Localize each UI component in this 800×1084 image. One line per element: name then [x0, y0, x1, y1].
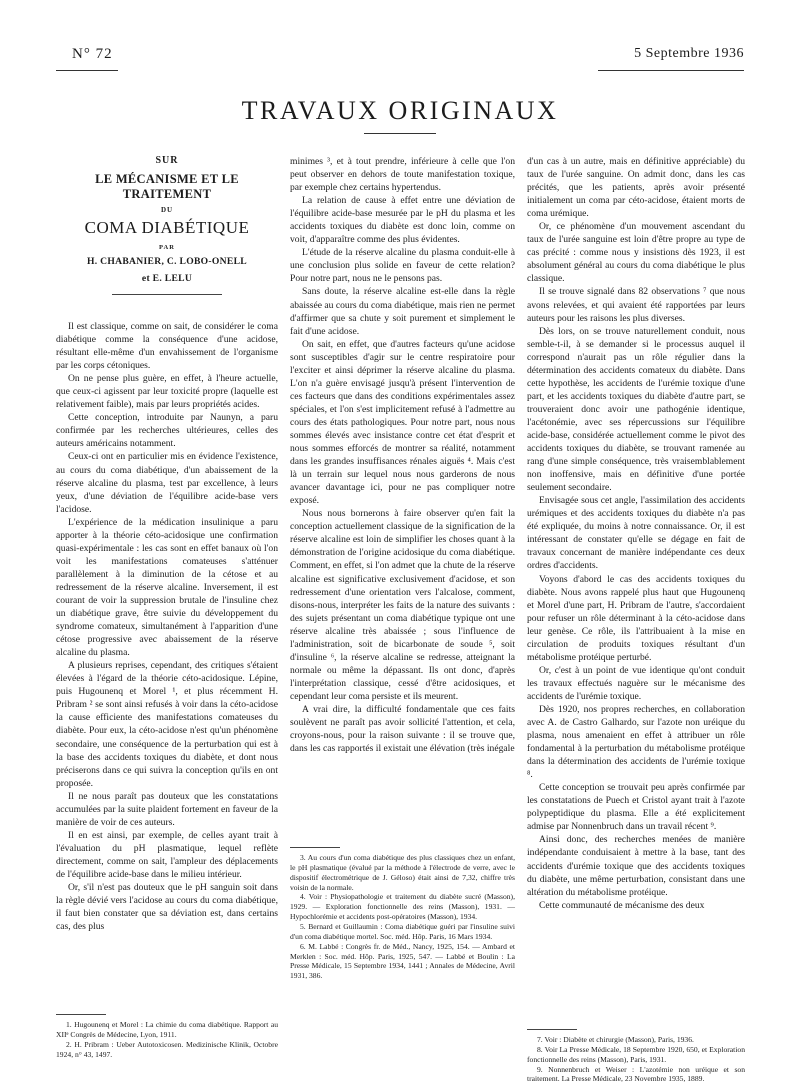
paragraph: Sans doute, la réserve alcaline est-elle dans la règle abaissée au cours du coma diabétique, mais rien ne permet d'affirmer que sa chute y soit purement et simplement le fait d'une acidose. — [290, 286, 515, 337]
footnote: 1. Hugounenq et Morel : La chimie du coma diabétique. Rapport au XIIᵉ Congrès de Médecine, Lyon, 1911. — [56, 1020, 278, 1039]
footnote-rule-col2 — [290, 847, 340, 848]
paragraph: La relation de cause à effet entre une déviation de l'équilibre acide-base mesurée par le pH du plasma et les accidents toxiques du diabète est donc loin, comme on voit, d'apparaître comme des plus évidentes. — [290, 195, 515, 246]
paragraph: Cette conception, introduite par Naunyn, a paru confirmée par les recherches ultérieures, celles des auteurs américains notamment. — [56, 412, 278, 450]
paragraph: L'étude de la réserve alcaline du plasma conduit-elle à une conclusion plus solide en faveur de cette relation? Pour notre part, nous ne le pensons pas. — [290, 247, 515, 285]
paragraph: Or, s'il n'est pas douteux que le pH sanguin soit dans la règle dévié vers l'acidose au cours du coma diabétique, il faut bien constater que sa déviation est, dans certains cas, des plus — [56, 882, 278, 933]
footnote: 6. M. Labbé : Congrès fr. de Méd., Nancy, 1925, 154. — Ambard et Merklen : Soc. méd. Hôp. Paris, 1925, 547. — Labbé et Boulin : La Presse Médicale, 15 Septembre 1934, 1441 ; Annales de Médecine, Avril 1931, 386. — [290, 941, 515, 981]
paragraph: Cette conception se trouvait peu après confirmée par les constatations de Puech et Cristol ayant trait à l'azote polypeptidique du plasma. Elle a été explicitement admise par Nonnenbruch dans un travail récent ⁹. — [527, 782, 745, 833]
heading-du: DU — [160, 206, 174, 214]
paragraph: Cette communauté de mécanisme des deux — [539, 899, 705, 911]
paragraph: Ceux-ci ont en particulier mis en évidence l'existence, au cours du coma diabétique, d'un abaissement de la réserve alcaline du plasma, test par excellence, à leurs yeux, d'une déviation de l'équilibre acide-base vers l'acidose. — [56, 451, 278, 515]
paragraph: d'un cas à un autre, mais en définitive appréciable) du taux de l'urée sanguine. On admit donc, dans les cas précités, que les patients, après avoir présenté initialement un coma par céto-acidose, étaient morts de coma urémique. — [527, 156, 745, 220]
paragraph: Nous nous bornerons à faire observer qu'en fait la conception actuellement classique de la signification de la réserve alcaline est loin de simplifier les choses quant à la démonstration de l'origine acidosique du coma diabétique. Comment, en effet, si l'on admet que la chute de la réserve alcaline est significative exclusivement d'acidose, et son redressement d'une orientation vers l'alcalose, comment, disons-nous, interpréter les faits de la nature des suivants : des sujets présentant un coma diabétique typique ont une réserve alcaline très abaissée ; sous l'influence de l'administration, soit de bicarbonate de soude ⁵, soit d'insuline ⁶, la réserve alcaline se redresse, atteignant la normale ou même la dépassant. Ils ont donc, d'après l'interprétation classique, cessé d'être acidosiques, et cependant leur coma persiste et ils meurent. — [290, 508, 515, 702]
paragraph: Il en est ainsi, par exemple, de celles ayant trait à l'évaluation du pH plasmatique, lequel reflète directement, comme on sait, l'ampleur des déplacements de l'équilibre acide-base dans le milieu intérieur. — [56, 829, 278, 880]
authors-line1: H. CHABANIER, C. LOBO-ONELL — [86, 256, 248, 267]
header-rule-left — [56, 70, 118, 71]
footnote: 2. H. Pribram : Ueber Autotoxicosen. Medizinische Klinik, Octobre 1924, n° 43, 1497. — [56, 1039, 278, 1059]
footnote-rule-col3 — [527, 1029, 577, 1030]
article-heading — [56, 155, 278, 295]
paragraph: Or, ce phénomène d'un mouvement ascendant du taux de l'urée sanguine est loin d'être propre au type de cas précité : comme nous y insistions dès 1923, il est absolument général au cours du coma diabétique le plus classique. — [527, 221, 745, 285]
paragraph: A plusieurs reprises, cependant, des critiques s'étaient élevées à l'égard de la théorie céto-acidosique. Lépine, puis Hugounenq et Morel ¹, et plus récemment H. Pribram ² se sont ainsi refusés à voir dans la céto-acidose la cause efficiente des manifestations comateuses du diabète. Pour eux, la céto-acidose n'est qu'un phénomène secondaire, une conséquence de la perturbation qui est à la base des accidents toxiques du diabète, et dont nous préciserons dans ce qui suivra la conception qu'ils en ont proposée. — [56, 660, 278, 789]
column-1 — [56, 320, 278, 933]
paragraph: A vrai dire, la difficulté fondamentale que ces faits soulèvent ne paraît pas avoir sollicité l'attention, et cela, croyons-nous, pour la raison suivante : il se trouve que, dans les cas rapportés il existait une élévation (très inégale — [290, 703, 515, 755]
paragraph: minimes ³, et à tout prendre, inférieure à celle que l'on peut observer en dehors de toute manifestation toxique, par exemple chez certains hypertendus. — [290, 156, 515, 194]
column-2 — [290, 155, 515, 755]
footnote: 9. Nonnenbruch et Weiser : L'azotémie non uréique et son traitement. La Presse Médicale, 23 Novembre 1935, 1889. — [527, 1064, 745, 1084]
footnote: 3. Au cours d'un coma diabétique des plus classiques chez un enfant, le pH plasmatique (évalué par la méthode à l'électrode de verre, avec le dispositif électrométrique de J. Géloso) était ainsi de 7,32, chiffre très voisin de la normale. — [290, 853, 515, 892]
footnote: 4. Voir : Physiopathologie et traitement du diabète sucré (Masson), 1929. — Exploration fonctionnelle des reins (Masson), 1931. — Hypochlorémie et accidents post-opératoires (Masson), 1934. — [290, 892, 515, 922]
article-title-line1: LE MÉCANISME ET LE TRAITEMENT — [95, 172, 239, 201]
section-title: TRAVAUX ORIGINAUX — [241, 96, 559, 125]
footnotes-col3 — [527, 1035, 745, 1084]
paragraph: Or, c'est à un point de vue identique qu'ont conduit les travaux effectués naguère sur le mécanisme des accidents de l'urémie toxique. — [527, 664, 745, 702]
footnote: 7. Voir : Diabète et chirurgie (Masson), Paris, 1936. — [537, 1035, 694, 1044]
paragraph: Ainsi donc, des recherches menées de manière indépendante conduisaient à mettre à la base, tant des accidents d'urémie toxique que des accidents toxiques du diabète, une même perturbation, consistant dans une altération du métabolisme protéique. — [527, 834, 745, 898]
paragraph: Dès lors, on se trouve naturellement conduit, nous semble-t-il, à se demander si le processus auquel il correspond n'aurait pas un rôle régulier dans la détermination des accidents comateux du diabète. Dans cette hypothèse, les accidents de l'urémie toxique d'une part, et les accidents toxiques du diabète d'autre part, se trouveraient donc avoir une pathogénie identique, l'acétonémie, avec ses répercussions sur l'équilibre acide-base, considérée actuellement comme le pivot des accidents toxiques du diabète, se trouvant ramenée au rang d'une simple conséquence, très vraisemblablement non inoffensive, mais en définitive d'une portée seulement secondaire. — [527, 325, 745, 494]
paragraph: L'expérience de la médication insulinique a paru apporter à la théorie céto-acidosique une confirmation quasi-expérimentale : les cas sont en effet banaux où l'on voit les manifestations comateuses s'atténuer parallèlement à la diminution de la cétose et au redressement de la réserve alcaline. Inversement, il est courant de voir la suppression brutale de l'insuline chez un diabétique grave, être suivie du développement du syndrome comateux, simultanément à l'apparition d'une cétose progressive avec abaissement de la réserve alcaline du plasma. — [56, 516, 278, 659]
paragraph: Envisagée sous cet angle, l'assimilation des accidents urémiques et des accidents toxiques du diabète n'a pas été expliquée, du moins à notre connaissance. Or, il est intéressant de constater qu'elle se dégage en fait de travaux concernant de manière indépendante ces deux ordres d'accidents. — [527, 495, 745, 572]
paragraph: Il ne nous paraît pas douteux que les constatations accumulées par la suite plaident fortement en faveur de la manière de voir de ces auteurs. — [56, 790, 278, 828]
issue-date: 5 Septembre 1936 — [634, 46, 744, 61]
footnote: 8. Voir La Presse Médicale, 18 Septembre 1920, 650, et Exploration fonctionnelle des reins (Masson), Paris, 1931. — [527, 1044, 745, 1064]
heading-par: PAR — [159, 244, 175, 251]
footnote-rule-col1 — [56, 1014, 106, 1015]
article-title-line2: COMA DIABÉTIQUE — [84, 218, 250, 237]
footnotes-col1 — [56, 1020, 278, 1059]
footnote: 5. Bernard et Guillaumin : Coma diabétique guéri par l'insuline suivi d'un coma diabétique mortel. Soc. méd. Hôp. Paris, 16 Mars 1934. — [290, 922, 515, 941]
issue-number: N° 72 — [72, 46, 113, 62]
paragraph: Dès 1920, nos propres recherches, en collaboration avec A. de Castro Galhardo, sur l'azote non uréique du plasma, nous amenaient en effet à attribuer un rôle fondamental à la perturbation du métabolisme protéique dans la détermination des accidents de l'urémie toxique ⁸. — [527, 703, 745, 781]
heading-sur: SUR — [155, 155, 179, 166]
paragraph: Il se trouve signalé dans 82 observations ⁷ que nous avons relevées, et qui avaient été rapportées par leurs auteurs pour les raisons les plus diverses. — [527, 286, 745, 324]
authors-line2: et E. LELU — [141, 273, 193, 285]
heading-separator — [112, 294, 222, 295]
header-rule-right — [598, 70, 744, 71]
footnotes-col2 — [290, 853, 515, 981]
paragraph: On sait, en effet, que d'autres facteurs qu'une acidose sont susceptibles d'agir sur le centre respiratoire pour l'exciter et ainsi déprimer la réserve alcaline du plasma. L'on n'a guère envisagé jusqu'à présent l'intervention de ces facteurs que dans des conditions expérimentales assez spéciales, et l'on s'est implicitement refusé à l'admettre au cours des états pathologiques. Pour notre part, nous nous sommes élevés avec insistance contre cet état d'esprit et nous sommes efforcés de montrer sa réalité, notamment dans les grandes insuffisances rénales aiguës ⁴. Mais c'est là un terrain sur lequel nous nous garderons de nous avancer davantage ici, pour ne pas compliquer notre exposé. — [290, 338, 515, 507]
paragraph: On ne pense plus guère, en effet, à l'heure actuelle, que ceux-ci agissent par leur toxicité propre (laquelle est relativement faible), mais par leurs propriétés acides. — [56, 373, 278, 411]
paragraph: Voyons d'abord le cas des accidents toxiques du diabète. Nous avons rappelé plus haut que Hugounenq et Morel d'une part, H. Pribram de l'autre, s'accordaient pour refuser un rôle déterminant à la céto-acidose dans leur genèse. Ce rôle, ils l'attribuaient à la mise en circulation de produits toxiques résultant d'un métabolisme protéique perturbé. — [527, 573, 745, 663]
paragraph: Il est classique, comme on sait, de considérer le coma diabétique comme la conséquence d'une acidose, résultant elle-même d'un envahissement de l'organisme par les corps cétoniques. — [56, 321, 278, 372]
title-divider — [364, 133, 436, 134]
column-3 — [527, 155, 745, 912]
